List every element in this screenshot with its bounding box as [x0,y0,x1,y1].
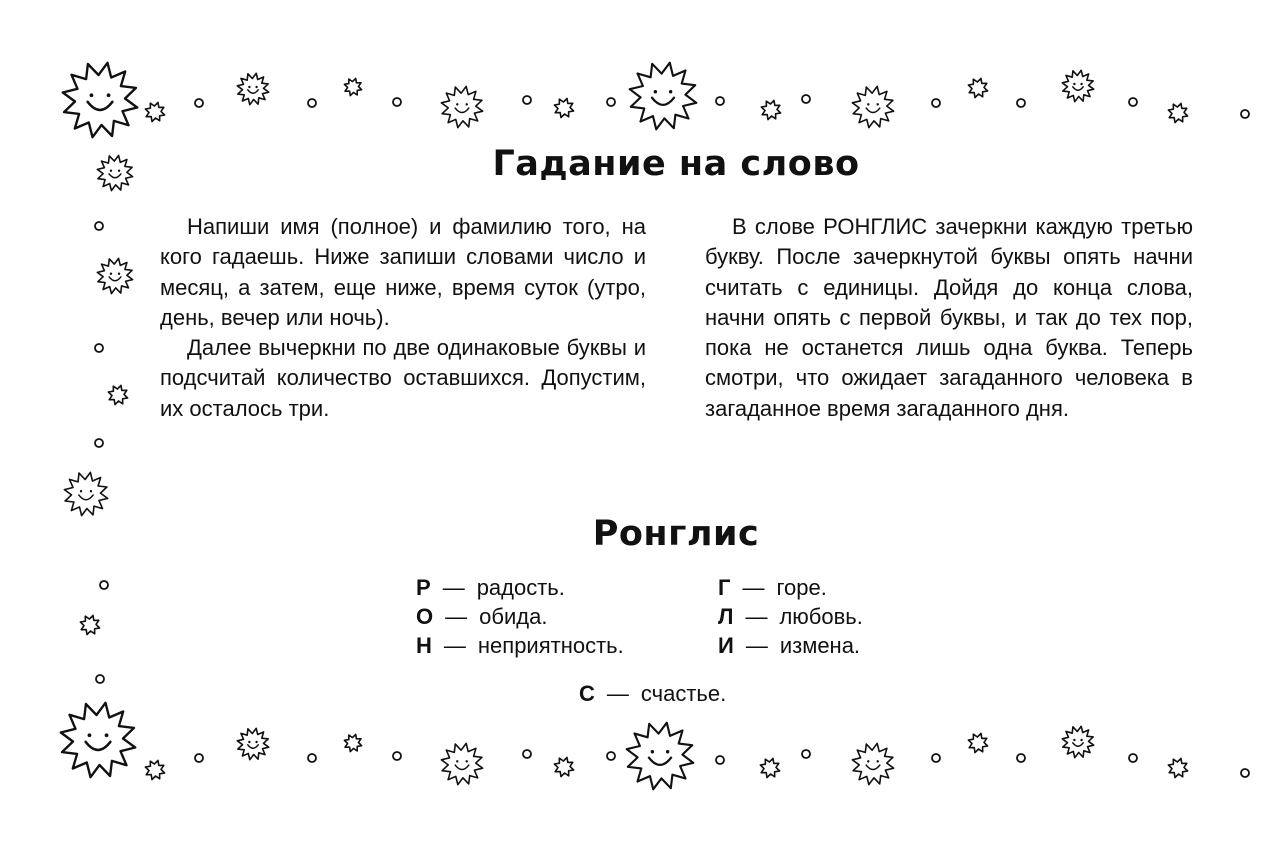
star-icon [145,760,164,779]
circle-icon [195,754,203,762]
circle-icon [1129,98,1137,106]
circle-icon [932,99,940,107]
star-icon [761,100,780,119]
legend-item-r [416,575,565,601]
sun-icon [97,258,132,293]
legend-item-i [718,633,860,659]
legend-dash: — [742,575,765,600]
legend-meaning: любовь. [779,604,863,629]
star-icon [968,78,987,97]
circle-icon [523,96,531,104]
legend-letter: Л [718,604,734,629]
circle-icon [95,344,103,352]
instructions-right-column [705,212,1193,424]
star-icon [80,615,99,634]
circle-icon [932,754,940,762]
circle-icon [100,581,108,589]
legend-meaning: радость. [476,575,565,600]
legend-dash: — [606,681,629,706]
legend-meaning: обида. [479,604,548,629]
star-icon [145,102,164,121]
circle-icon [1017,754,1025,762]
sun-icon [627,723,694,790]
circle-icon [95,439,103,447]
sun-icon [441,743,482,784]
circle-icon [802,750,810,758]
star-icon [1168,758,1187,777]
star-icon [344,734,361,751]
circle-icon [308,754,316,762]
circle-icon [716,97,724,105]
circle-icon [96,675,104,683]
sun-icon [630,63,697,130]
sun-icon [852,743,893,784]
star-icon [554,757,573,776]
legend-letter: Р [416,575,431,600]
circle-icon [802,95,810,103]
sun-icon [64,472,107,515]
legend-letter: О [416,604,434,629]
circle-icon [1017,99,1025,107]
star-icon [344,78,361,95]
circle-icon [308,99,316,107]
sun-icon [1062,70,1093,101]
circle-icon [393,752,401,760]
star-icon [968,733,987,752]
legend-item-n [416,633,624,659]
paragraph: Далее вычеркни по две одинаковые буквы и подсчитай количество оставшихся. Допустим, их осталось три. [160,335,646,421]
sun-icon [61,703,135,777]
page-title: Гадание на слово [492,144,860,184]
legend-item-l [718,604,863,630]
legend-meaning: неприятность. [477,633,624,658]
legend-meaning: горе. [776,575,827,600]
circle-icon [393,98,401,106]
instructions-left-column [160,212,646,424]
circle-icon [1241,110,1249,118]
section-title: Ронглис [592,514,760,554]
legend-letter: С [579,681,595,706]
legend-letter: Н [416,633,432,658]
circle-icon [1241,769,1249,777]
legend-dash: — [445,604,468,629]
legend-dash: — [745,633,768,658]
circle-icon [607,98,615,106]
sun-icon [63,63,137,137]
circle-icon [95,222,103,230]
legend-dash: — [745,604,768,629]
circle-icon [523,750,531,758]
circle-icon [716,756,724,764]
circle-icon [195,99,203,107]
star-icon [1168,103,1187,122]
sun-icon [237,728,268,759]
paragraph: В слове РОНГЛИС зачеркни каждую третью букву. После зачеркнутой буквы опять начни считать с единицы. Дойдя до конца слова, начни опять с первой буквы, и так до тех пор, пока не останется лишь одна буква. Теперь смотри, что ожидает загаданного человека в загаданное время загаданного дня. [705,214,1193,421]
circle-icon [607,752,615,760]
legend-letter: Г [718,575,731,600]
circle-icon [1129,754,1137,762]
sun-icon [237,73,268,104]
paragraph: Напиши имя (полное) и фамилию того, на кого гадаешь. Ниже запиши словами число и месяц, а затем, еще ниже, время суток (утро, день, вечер или ночь). [160,214,646,330]
legend-item-o [416,604,547,630]
legend-dash: — [442,575,465,600]
star-icon [108,385,127,404]
sun-icon [1062,726,1093,757]
legend-letter: И [718,633,734,658]
legend-item-g [718,575,827,601]
legend-meaning: измена. [779,633,861,658]
sun-icon [852,86,893,127]
star-icon [554,98,573,117]
legend-meaning: счастье. [640,681,727,706]
sun-icon [441,86,482,127]
star-icon [760,758,779,777]
legend-dash: — [443,633,466,658]
legend-item-s [579,681,726,707]
